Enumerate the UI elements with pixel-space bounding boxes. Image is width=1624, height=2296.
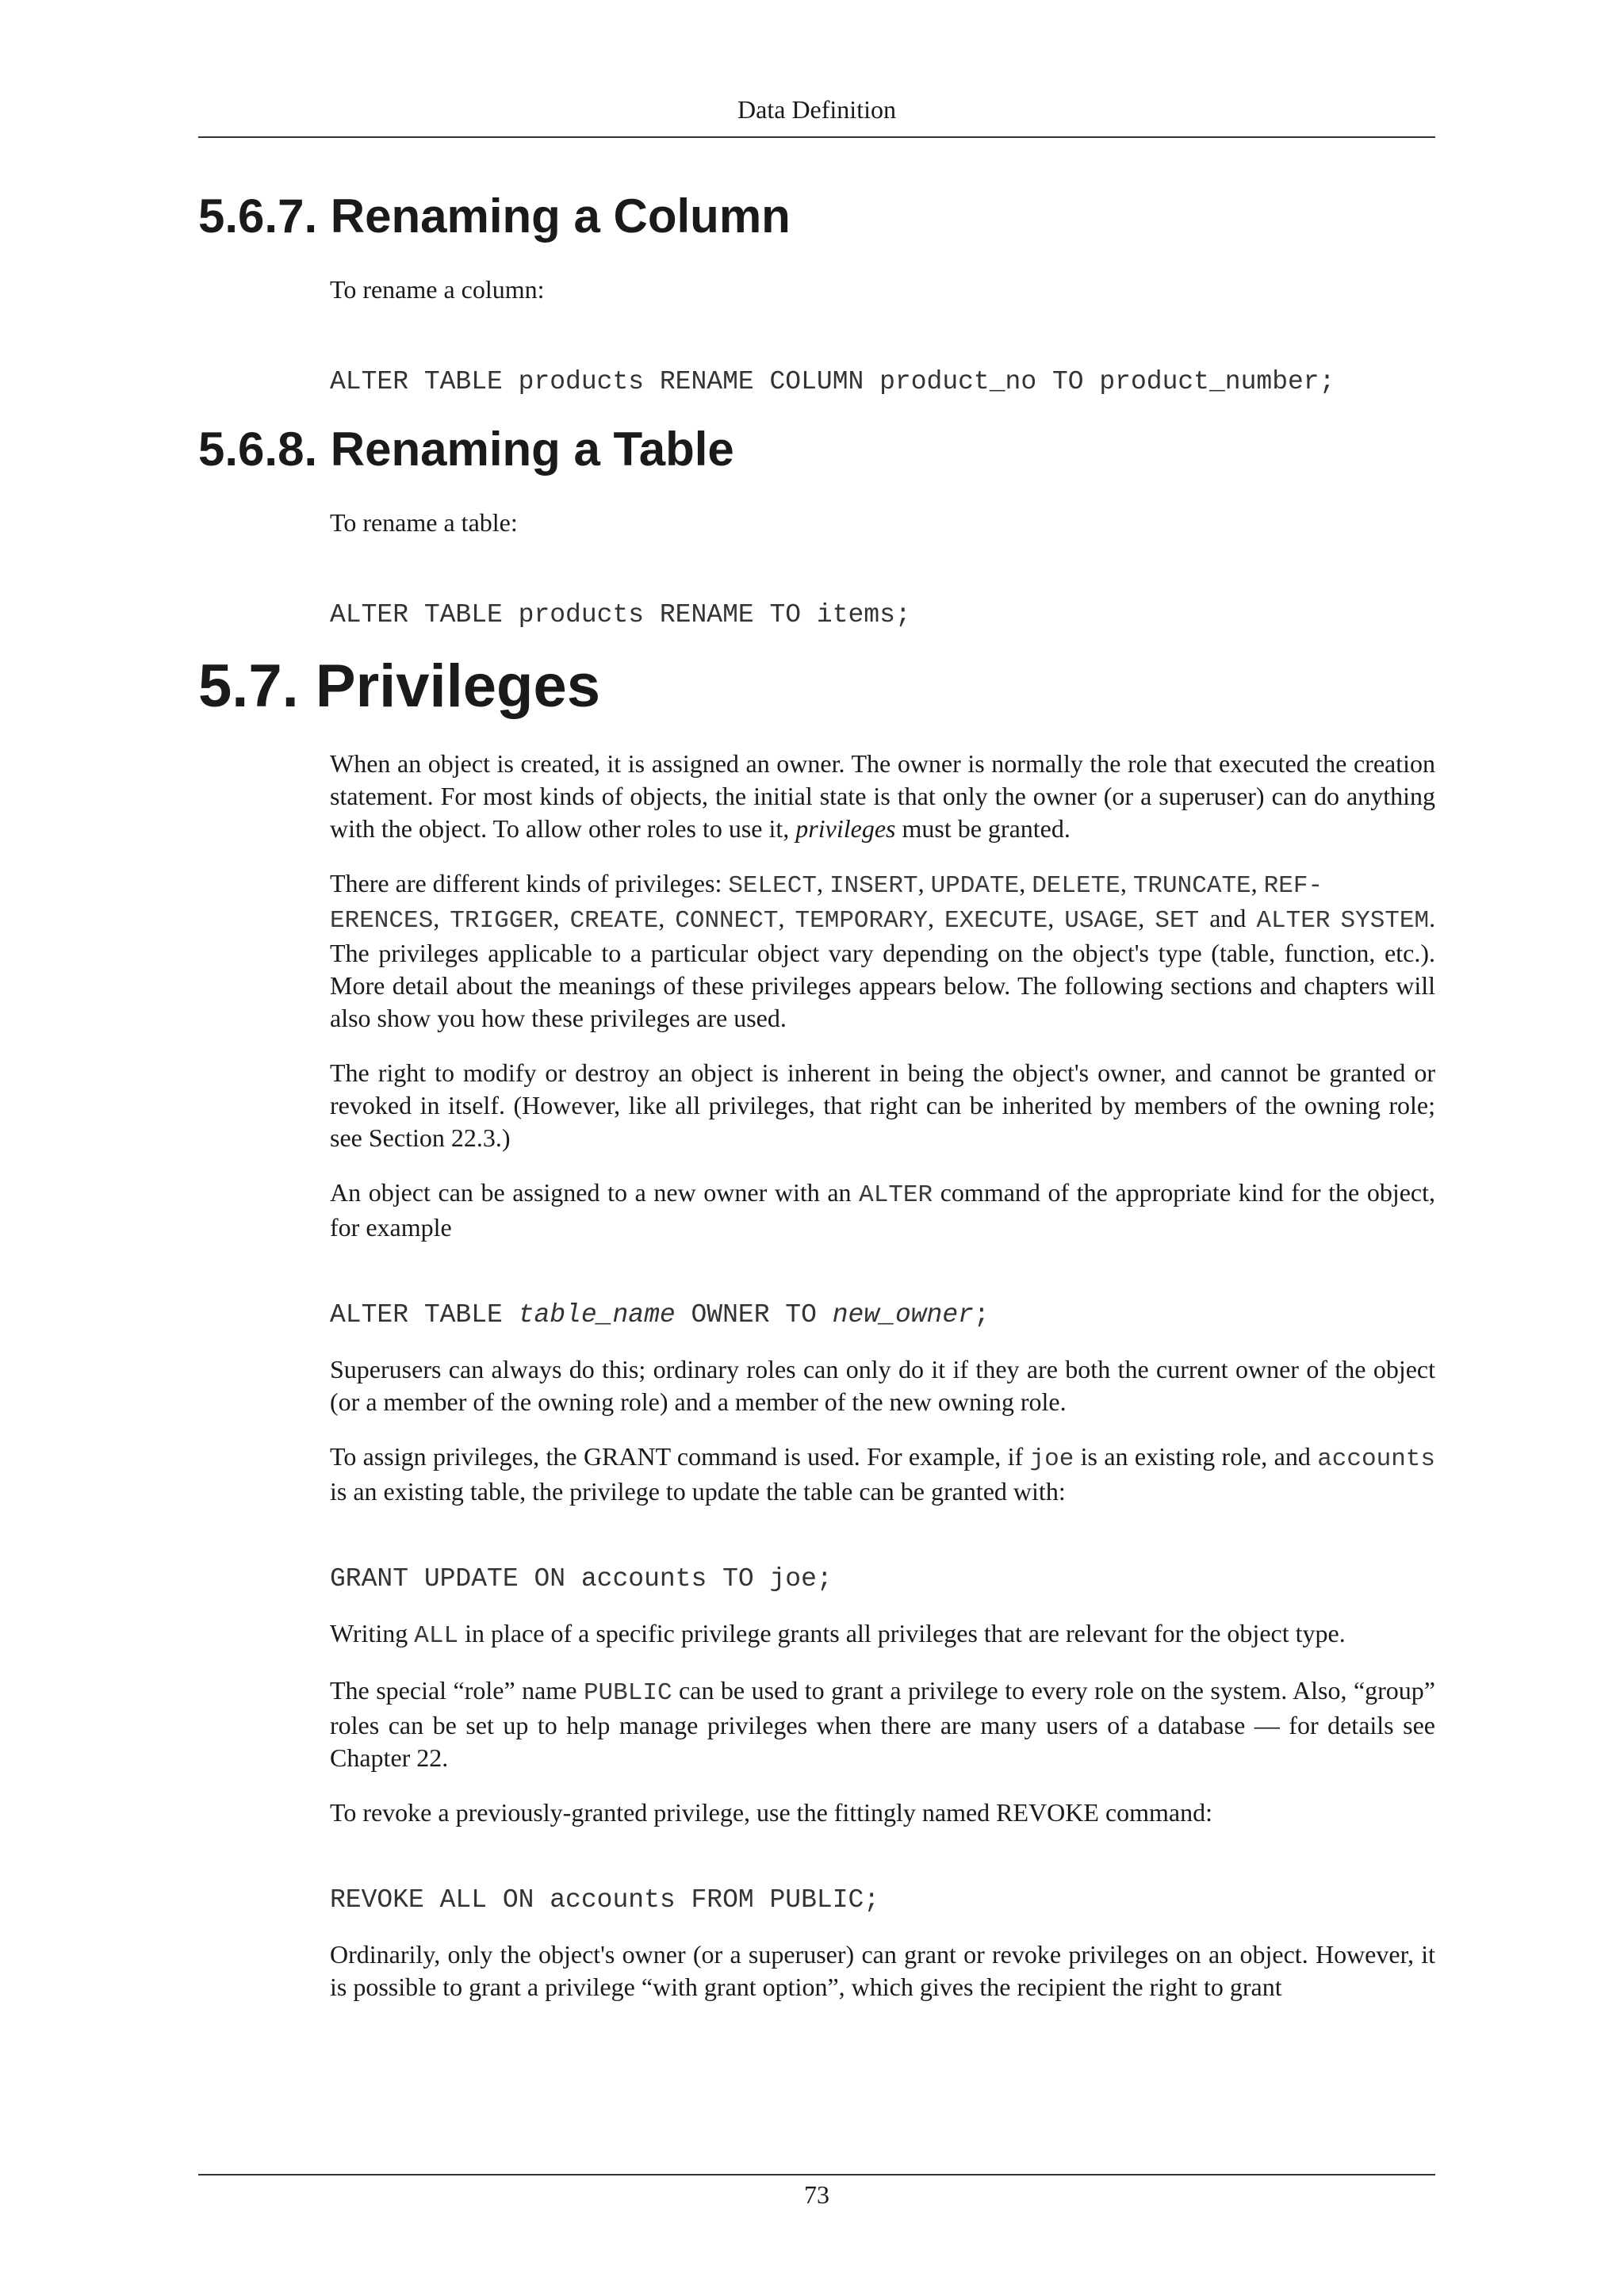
inline-code: TRUNCATE <box>1132 872 1251 901</box>
page-number: 73 <box>804 2180 829 2209</box>
term-emphasis: privileges <box>795 814 896 844</box>
paragraph: The right to modify or destroy an object is inherent in being the object's owner, and cannot be granted or revoked in itself. (However, like all privileges, that right can be inherited by members of the owning role; see Section 22.3.) <box>330 1058 1435 1153</box>
code-block: ALTER TABLE table_name OWNER TO new_owner; <box>330 1300 990 1330</box>
running-header: Data Definition <box>737 95 896 124</box>
inline-code: CONNECT <box>675 907 779 936</box>
inline-code: SET <box>1155 907 1200 936</box>
code-block: ALTER TABLE products RENAME TO items; <box>330 600 911 629</box>
paragraph: Superusers can always do this; ordinary roles can only do it if they are both the current owner of the object (or a member of the owning role) and a member of the new owning role. <box>330 1355 1435 1417</box>
inline-code: USAGE <box>1064 907 1139 936</box>
inline-code: ALL <box>414 1622 459 1651</box>
page-content <box>198 189 1435 2003</box>
section-heading-privileges: 5.7. Privileges <box>198 652 600 720</box>
inline-code: accounts <box>1317 1445 1436 1474</box>
inline-code: joe <box>1029 1445 1074 1474</box>
paragraph: To assign privileges, the GRANT command is used. For example, if joe is an existing role, and accounts is an existing table, the privilege to update the table can be granted with: <box>330 1442 1436 1506</box>
section-heading-renaming-column: 5.6.7. Renaming a Column <box>198 189 791 243</box>
footer-rule <box>198 2174 1435 2175</box>
inline-code: DELETE <box>1032 872 1120 901</box>
paragraph: Ordinarily, only the object's owner (or a superuser) can grant or revoke privileges on an object. However, it is possible to grant a privilege “with grant option”, which gives the recipient the right to grant <box>330 1940 1435 2002</box>
section-body-privileges <box>330 748 1435 2003</box>
inline-code: SELECT <box>728 872 817 901</box>
code-block: REVOKE ALL ON accounts FROM PUBLIC; <box>330 1885 880 1915</box>
inline-code: PUBLIC <box>583 1679 672 1708</box>
inline-code: REF- <box>1263 872 1323 901</box>
code-block: ALTER TABLE products RENAME COLUMN product_no TO product_number; <box>330 367 1335 396</box>
paragraph: To rename a column: <box>330 275 545 304</box>
paragraph: To revoke a previously-granted privilege, use the fittingly named REVOKE command: <box>330 1798 1213 1827</box>
code-block: GRANT UPDATE ON accounts TO joe; <box>330 1564 833 1594</box>
paragraph: The special “role” name PUBLIC can be used to grant a privilege to every role on the system. Also, “group” roles can be set up to help manage privileges when there are many users of a database — for details see Chapter 22. <box>330 1676 1436 1773</box>
inline-code: CREATE <box>569 907 659 936</box>
section-body-renaming-column <box>330 274 1435 398</box>
inline-code: TEMPORARY <box>795 907 928 936</box>
paragraph: Writing ALL in place of a specific privilege grants all privileges that are relevant for the object type. <box>330 1619 1346 1651</box>
paragraph: To rename a table: <box>330 508 518 537</box>
placeholder-text: new_owner <box>832 1300 974 1330</box>
paragraph: When an object is created, it is assigned an owner. The owner is normally the role that executed the creation statement. For most kinds of objects, the initial state is that only the owner (or a superuser) can do anything with the object. To allow other roles to use it, privileges must be granted. <box>330 749 1435 844</box>
paragraph: There are different kinds of privileges: SELECT, INSERT, UPDATE, DELETE, TRUNCATE, REF- ERENCES, TRIGGER, CREATE, CONNECT, TEMPORARY, EXECUTE, USAGE, SET and ALTER SYSTEM. The privileges applicable to a particular object vary depending on the object's type (table, function, etc.). More detail about the meanings of these privileges appears below. The following sections and chapters will also show you how these privileges are used. <box>330 869 1436 1033</box>
placeholder-text: table_name <box>518 1300 676 1330</box>
inline-code: EXECUTE <box>944 907 1048 936</box>
header-rule <box>198 136 1435 138</box>
inline-code: ALTER <box>859 1181 933 1210</box>
inline-code: UPDATE <box>930 872 1020 901</box>
inline-code: INSERT <box>829 872 918 901</box>
inline-code: TRIGGER <box>450 907 553 936</box>
inline-code: ERENCES <box>330 907 434 936</box>
section-heading-renaming-table: 5.6.8. Renaming a Table <box>198 423 734 476</box>
section-body-renaming-table <box>330 507 1435 631</box>
paragraph: An object can be assigned to a new owner with an ALTER command of the appropriate kind for the object, for example <box>330 1178 1435 1242</box>
inline-code: SYSTEM <box>1340 907 1430 936</box>
inline-code: ALTER <box>1256 907 1331 936</box>
